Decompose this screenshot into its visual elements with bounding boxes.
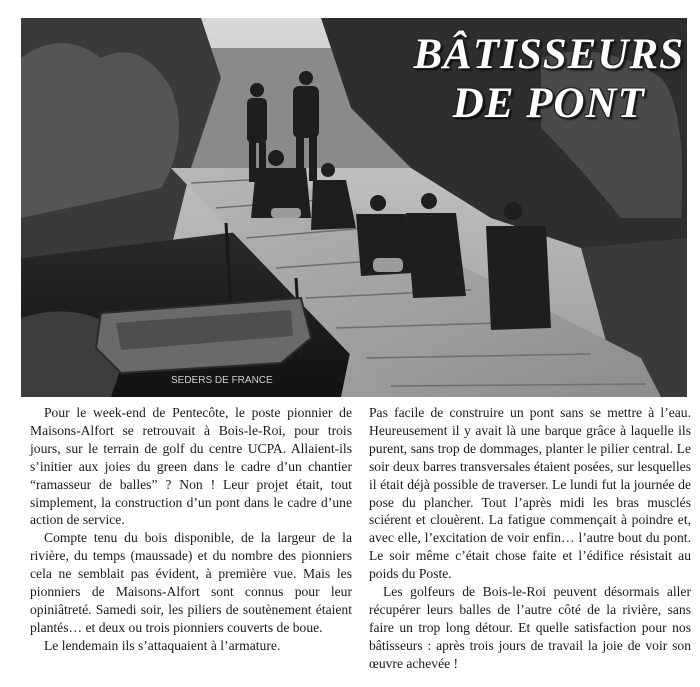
headline-line-2: DE PONT: [452, 80, 645, 127]
paragraph: Compte tenu du bois disponible, de la largeur de la rivière, du temps (maussade) et du nombre des pionniers cela ne semblait pas évident, à première vue. Mais les pionniers de Maisons-Alfort sont connus pour leur opiniâtreté. Samedi soir, les piliers de soutènement étaient plantés… et deux ou trois pionniers couverts de boue.: [30, 530, 352, 635]
article-column-right: [369, 404, 691, 673]
article-body: [30, 404, 690, 684]
paragraph: Les golfeurs de Bois-le-Roi peuvent désormais aller récupérer leurs balles de l’autre côté de la rivière, sans faire un trop long détour. Et quelle satisfaction pour nos bâtisseurs : après trois jours de travail la joie de voir son œuvre achevée !: [369, 584, 691, 671]
boat-lettering: SEDERS DE FRANCE: [171, 375, 273, 386]
article-headline: [413, 30, 684, 128]
paragraph: Pas facile de construire un pont sans se mettre à l’eau. Heureusement il y avait là une barque grâce à laquelle ils purent, sans trop de dommages, planter le pilier central. Le soir deux barres transversales étaient posées, sur lesquelles il était déjà possible de traverser. Le lundi fut la journée de pose du plancher. Tout l’après midi les bras musclés sciérent et clouèrent. La fatigue commençait à poindre et, avec elle, l’excitation de voir enfin… l’autre bout du pont. Le soir même c’était chose faite et l’édifice résistait au poids du Poste.: [369, 405, 691, 582]
paragraph: Pour le week-end de Pentecôte, le poste pionnier de Maisons-Alfort se retrouvait à Bois-le-Roi, pour trois jours, sur le terrain de golf du centre UCPA. Allaient-ils s’initier aux joies du green dans le cadre d’un chantier “ramasseur de balles” ? Non ! Leur projet était, tout simplement, la construction d’un pont dans le cadre d’une action de service.: [30, 405, 352, 528]
headline-line-1: BÂTISSEURS: [413, 31, 684, 78]
paragraph: Le lendemain ils s’attaquaient à l’armature.: [44, 637, 281, 653]
article-column-left: [30, 404, 352, 655]
